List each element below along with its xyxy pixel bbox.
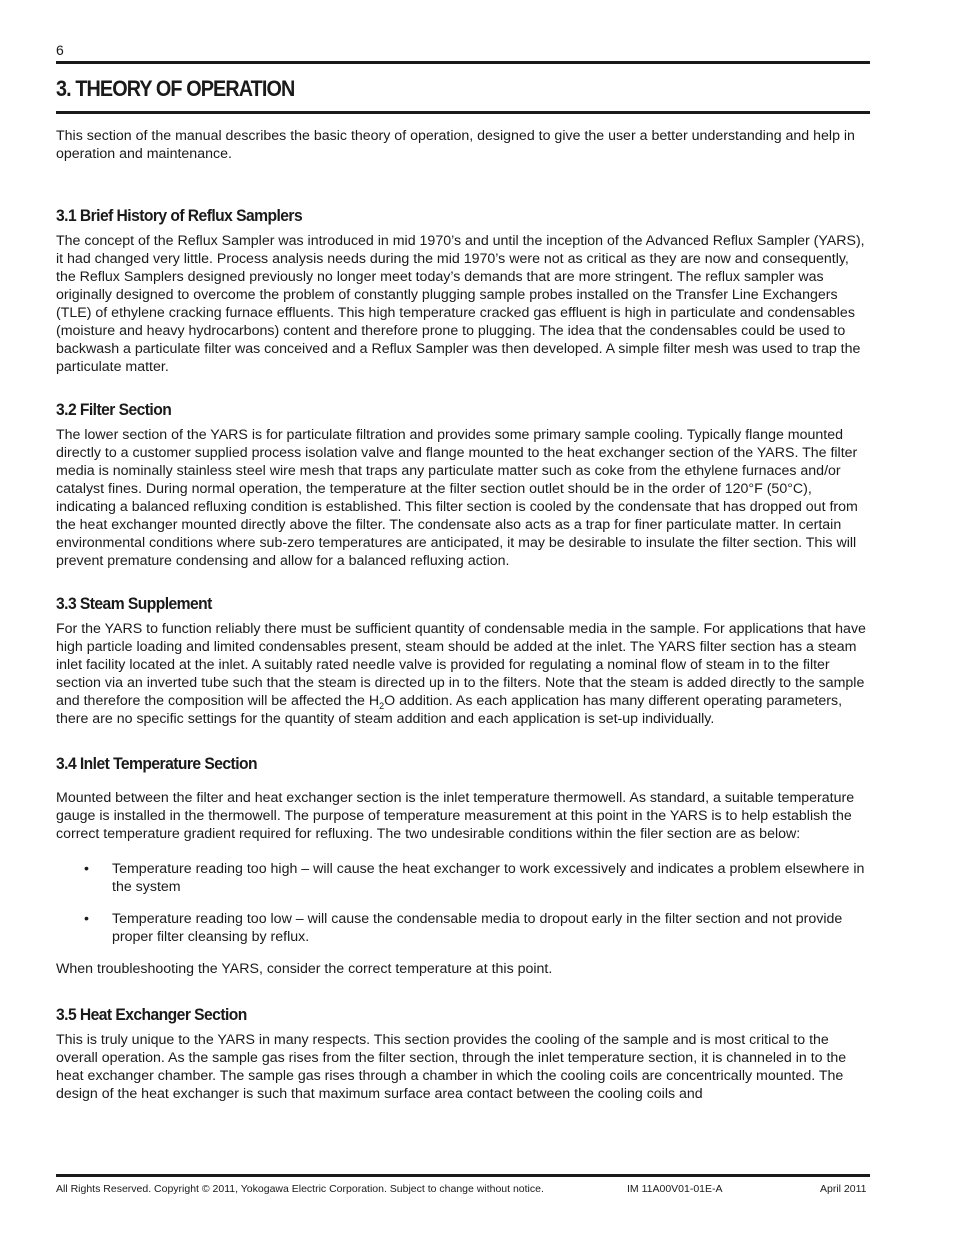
section-paragraph: Mounted between the filter and heat exchanger section is the inlet temperature thermowell. As standard, a suitable temperature gauge is installed in the thermowell. The purpose of temperature measurement at this point in the YARS is to help establish the correct temperature gradient required for refluxing. The two undesirable conditions within the filer section are as below: [56,790,855,842]
chapter-title: 3. THEORY OF OPERATION [56,76,295,101]
section-paragraph: When troubleshooting the YARS, consider the correct temperature at this point. [56,961,553,977]
section-3-4 [56,753,868,978]
header-rule [56,61,870,64]
section-heading: 3.2 Filter Section [56,400,172,419]
section-paragraph: The lower section of the YARS is for particulate filtration and provides some primary sample cooling. Typically flange mounted directly to a customer supplied process isolation valve and flange mounted to the heat exchanger section of the YARS. The filter media is nominally stainless steel wire mesh that traps any particulate matter such as coke from the ethylene furnaces and/or catalyst fines. During normal operation, the temperature at the filter section outlet should be in the order of 120°F (50°C), indicating a balanced refluxing condition is established. This filter section is cooled by the condensate that has dropped out from the heat exchanger mounted directly above the filter. The condensate also acts as a trap for finer particulate matter. In certain environmental conditions where sub-zero temperatures are anticipated, it may be desirable to insulate the filter section. This will prevent premature condensing and allow for a balanced refluxing action. [56,427,858,569]
intro-paragraph: This section of the manual describes the basic theory of operation, designed to give the user a better understanding and help in operation and maintenance. [56,128,855,162]
section-heading: 3.4 Inlet Temperature Section [56,754,257,773]
section-paragraph: The concept of the Reflux Sampler was introduced in mid 1970’s and until the inception of the Advanced Reflux Sampler (YARS), it had changed very little. Process analysis needs during the mid 1970’s were not as critical as they are now and consequently, the Reflux Samplers designed previously no longer meet today’s demands that are more stringent. The reflux sampler was originally designed to overcome the problem of constantly plugging sample probes installed on the Transfer Line Exchangers (TLE) of ethylene cracking furnace effluents. This high temperature cracked gas effluent is high in particulate and condensables (moisture and heavy hydrocarbons) content and therefore prone to plugging. The idea that the condensables could be used to backwash a particulate filter was conceived and a Reflux Sampler was then developed. A simple filter mesh was used to trap the particulate matter. [56,233,865,375]
list-item-text: Temperature reading too low – will cause the condensable media to dropout early in the filter section and not provide proper filter cleansing by reflux. [112,911,843,945]
paragraph-text: O addition. As each application has many different operating parameters, there are no specific settings for the quantity of steam addition and each application is set-up individually. [56,693,843,727]
section-3-2 [56,399,868,570]
footer-copyright: All Rights Reserved. Copyright © 2011, Yokogawa Electric Corporation. Subject to change without notice. [56,1183,544,1195]
footer-rule [56,1174,870,1177]
section-paragraph [56,620,868,728]
section-3-1 [56,205,868,376]
list-item-text: Temperature reading too high – will cause the heat exchanger to work excessively and indicates a problem elsewhere in the system [112,861,865,895]
paragraph-text: For the YARS to function reliably there must be sufficient quantity of condensable media in the sample. For applications that have high particle loading and limited condensables present, steam should be added at the inlet. The YARS filter section has a steam inlet facility located at the inlet. A suitably rated needle valve is provided for regulating a nominal flow of steam in to the filter section via an inverted tube such that the steam is directed up in to the filters. Note that the steam is added directly to the sample and therefore the composition will be affected the H [56,621,866,709]
document-body [56,127,868,1103]
section-heading: 3.1 Brief History of Reflux Samplers [56,206,303,225]
footer-date: April 2011 [820,1183,867,1195]
title-rule [56,111,870,114]
section-heading: 3.3 Steam Supplement [56,594,212,613]
subscript-text: 2 [379,701,385,711]
section-3-3 [56,593,868,728]
list-item [56,910,868,946]
section-paragraph: This is truly unique to the YARS in many respects. This section provides the cooling of the sample and is most critical to the overall operation. As the sample gas rises from the filter section, through the inlet temperature section, it is channeled in to the heat exchanger chamber. The sample gas rises through a chamber in which the cooling coils are concentrically mounted. The design of the heat exchanger is such that maximum surface area contact between the cooling coils and [56,1032,847,1102]
page-number: 6 [56,42,64,58]
section-3-5 [56,1004,868,1103]
bullet-icon: • [84,911,89,927]
footer-document-id: IM 11A00V01-01E-A [627,1183,723,1195]
list-item [56,860,868,896]
bullet-icon: • [84,861,89,877]
bullet-list [56,860,868,946]
section-heading: 3.5 Heat Exchanger Section [56,1005,247,1024]
